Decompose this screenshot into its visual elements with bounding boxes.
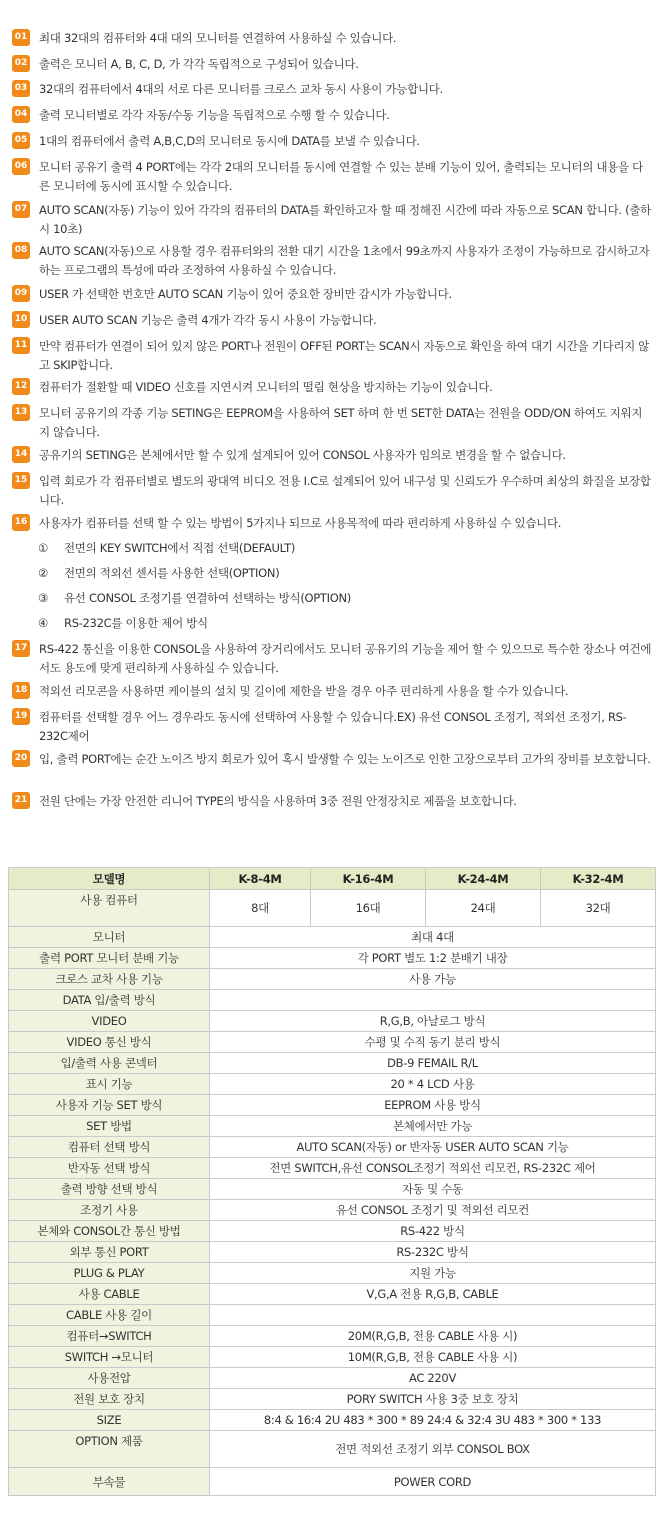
spec-value: 32대 bbox=[541, 890, 656, 927]
model-name: K-24-4M bbox=[426, 868, 541, 890]
spec-label: VIDEO bbox=[9, 1011, 210, 1032]
spec-value: 본체에서만 가능 bbox=[210, 1116, 656, 1137]
spec-header-row bbox=[9, 868, 656, 890]
spec-label: 표시 기능 bbox=[9, 1074, 210, 1095]
spec-row bbox=[9, 1095, 656, 1116]
spec-value: AC 220V bbox=[210, 1368, 656, 1389]
select-method-mark: ③ bbox=[38, 591, 49, 605]
spec-row bbox=[9, 1221, 656, 1242]
spec-row bbox=[9, 990, 656, 1011]
select-method-item bbox=[38, 564, 638, 582]
select-method-item bbox=[38, 589, 638, 607]
model-header-label: 모델명 bbox=[9, 868, 210, 890]
spec-value: DB-9 FEMAIL R/L bbox=[210, 1053, 656, 1074]
feature-number-badge: 12 bbox=[12, 378, 30, 395]
spec-label: 반자동 선택 방식 bbox=[9, 1158, 210, 1179]
feature-number-badge: 07 bbox=[12, 201, 30, 218]
spec-row bbox=[9, 1284, 656, 1305]
spec-label: PLUG & PLAY bbox=[9, 1263, 210, 1284]
spec-value: V,G,A 전용 R,G,B, CABLE bbox=[210, 1284, 656, 1305]
spec-value bbox=[210, 990, 656, 1011]
feature-number-badge: 04 bbox=[12, 106, 30, 123]
spec-value: R,G,B, 아날로그 방식 bbox=[210, 1011, 656, 1032]
spec-label: OPTION 제품 bbox=[9, 1431, 210, 1468]
spec-label: 조정기 사용 bbox=[9, 1200, 210, 1221]
feature-text: 적외선 리모콘을 사용하면 케이블의 설치 및 길이에 제한을 받을 경우 아주 편리하게 사용을 할 수가 있습니다. bbox=[39, 684, 569, 698]
feature-number-badge: 06 bbox=[12, 158, 30, 175]
spec-label: 사용 컴퓨터 bbox=[9, 890, 210, 927]
spec-value: RS-232C 방식 bbox=[210, 1242, 656, 1263]
spec-value: POWER CORD bbox=[210, 1468, 656, 1496]
spec-row bbox=[9, 1179, 656, 1200]
feature-number-badge: 17 bbox=[12, 640, 30, 657]
spec-value: 8대 bbox=[210, 890, 311, 927]
feature-text: 최대 32대의 컴퓨터와 4대 대의 모니터를 연결하여 사용하실 수 있습니다. bbox=[39, 31, 397, 45]
feature-number-badge: 21 bbox=[12, 792, 30, 809]
spec-row bbox=[9, 1468, 656, 1496]
feature-number-badge: 13 bbox=[12, 404, 30, 421]
spec-value: 지원 가능 bbox=[210, 1263, 656, 1284]
feature-number-badge: 14 bbox=[12, 446, 30, 463]
feature-text: 컴퓨터를 선택할 경우 어느 경우라도 동시에 선택하여 사용할 수 있습니다.EX) 유선 CONSOL 조정기, 적외선 조정기, RS-232C제어 bbox=[39, 710, 627, 743]
feature-text: RS-422 통신을 이용한 CONSOL을 사용하여 장거리에서도 모니터 공유기의 기능을 제어 할 수 있으므로 특수한 장소나 여건에서도 용도에 맞게 편리하게 사용하실 수 있습니다. bbox=[39, 642, 652, 675]
spec-row bbox=[9, 1263, 656, 1284]
feature-text: 입력 회로가 각 컴퓨터별로 별도의 광대역 비디오 전용 I.C로 설계되어 있어 내구성 및 신뢰도가 우수하며 최상의 화질을 보장합니다. bbox=[39, 474, 651, 507]
select-method-mark: ④ bbox=[38, 616, 49, 630]
spec-row bbox=[9, 1410, 656, 1431]
spec-label: 출력 PORT 모니터 분배 기능 bbox=[9, 948, 210, 969]
spec-label: DATA 입/출력 방식 bbox=[9, 990, 210, 1011]
spec-row bbox=[9, 1431, 656, 1468]
select-method-text: 유선 CONSOL 조정기를 연결하여 선택하는 방식(OPTION) bbox=[64, 591, 351, 605]
feature-number-badge: 02 bbox=[12, 55, 30, 72]
feature-number-badge: 09 bbox=[12, 285, 30, 302]
feature-number-badge: 08 bbox=[12, 242, 30, 259]
spec-row bbox=[9, 1116, 656, 1137]
spec-label: 모니터 bbox=[9, 927, 210, 948]
spec-value: 24대 bbox=[426, 890, 541, 927]
feature-text: 공유기의 SETING은 본체에서만 할 수 있게 설계되어 있어 CONSOL 사용자가 임의로 변경을 할 수 없습니다. bbox=[39, 448, 566, 462]
model-name: K-8-4M bbox=[210, 868, 311, 890]
spec-row bbox=[9, 1032, 656, 1053]
spec-table bbox=[8, 867, 656, 1496]
spec-row bbox=[9, 1074, 656, 1095]
spec-value: 사용 가능 bbox=[210, 969, 656, 990]
spec-value: 10M(R,G,B, 전용 CABLE 사용 시) bbox=[210, 1347, 656, 1368]
spec-value: 최대 4대 bbox=[210, 927, 656, 948]
select-method-mark: ② bbox=[38, 566, 49, 580]
feature-text: 입, 출력 PORT에는 순간 노이즈 방지 회로가 있어 혹시 발생할 수 있는 노이즈로 인한 고장으로부터 고가의 장비를 보호합니다. bbox=[39, 752, 651, 766]
spec-value: RS-422 방식 bbox=[210, 1221, 656, 1242]
spec-value: 자동 및 수동 bbox=[210, 1179, 656, 1200]
feature-number-badge: 16 bbox=[12, 514, 30, 531]
spec-value: 20M(R,G,B, 전용 CABLE 사용 시) bbox=[210, 1326, 656, 1347]
spec-row bbox=[9, 890, 656, 927]
spec-row bbox=[9, 1326, 656, 1347]
feature-text: 컴퓨터가 절환할 때 VIDEO 신호를 지연시켜 모니터의 떨림 현상을 방지하는 기능이 있습니다. bbox=[39, 380, 493, 394]
spec-label: 사용자 기능 SET 방식 bbox=[9, 1095, 210, 1116]
feature-number-badge: 05 bbox=[12, 132, 30, 149]
feature-number-badge: 11 bbox=[12, 337, 30, 354]
feature-number-badge: 18 bbox=[12, 682, 30, 699]
spec-value: 16대 bbox=[311, 890, 426, 927]
feature-text: 출력 모니터별로 각각 자동/수동 기능을 독립적으로 수행 할 수 있습니다. bbox=[39, 108, 390, 122]
feature-text: AUTO SCAN(자동) 기능이 있어 각각의 컴퓨터의 DATA를 확인하고자 할 때 정해진 시간에 따라 자동으로 SCAN 합니다. (출하 시 10초) bbox=[39, 203, 651, 236]
feature-number-badge: 15 bbox=[12, 472, 30, 489]
spec-row bbox=[9, 1305, 656, 1326]
spec-row bbox=[9, 969, 656, 990]
spec-value bbox=[210, 1305, 656, 1326]
feature-number-badge: 19 bbox=[12, 708, 30, 725]
spec-value: AUTO SCAN(자동) or 반자동 USER AUTO SCAN 기능 bbox=[210, 1137, 656, 1158]
select-method-text: 전면의 적외선 센서를 사용한 선택(OPTION) bbox=[64, 566, 280, 580]
spec-label: 사용 CABLE bbox=[9, 1284, 210, 1305]
feature-text: 모니터 공유기의 각종 기능 SETING은 EEPROM을 사용하여 SET 하며 한 번 SET한 DATA는 전원을 ODD/ON 하여도 지워지지 않습니다. bbox=[39, 406, 643, 439]
spec-label: 부속물 bbox=[9, 1468, 210, 1496]
spec-label: SIZE bbox=[9, 1410, 210, 1431]
feature-text: AUTO SCAN(자동)으로 사용할 경우 컴퓨터와의 전환 대기 시간을 1초에서 99초까지 사용자가 조정이 가능하므로 감시하고자 하는 프로그램의 특성에 따라 조정하여 사용하실 수 있습니다. bbox=[39, 244, 650, 277]
spec-label: 컴퓨터→SWITCH bbox=[9, 1326, 210, 1347]
spec-value: PORY SWITCH 사용 3중 보호 장치 bbox=[210, 1389, 656, 1410]
select-method-text: 전면의 KEY SWITCH에서 직접 선택(DEFAULT) bbox=[64, 541, 296, 555]
spec-label: 전원 보호 장치 bbox=[9, 1389, 210, 1410]
feature-number-badge: 01 bbox=[12, 29, 30, 46]
spec-row bbox=[9, 1053, 656, 1074]
spec-value: EEPROM 사용 방식 bbox=[210, 1095, 656, 1116]
feature-text: 사용자가 컴퓨터를 선택 할 수 있는 방법이 5가지나 되므로 사용목적에 따라 편리하게 사용하실 수 있습니다. bbox=[39, 516, 562, 530]
spec-label: 입/출력 사용 콘넥터 bbox=[9, 1053, 210, 1074]
spec-row bbox=[9, 1158, 656, 1179]
spec-label: 컴퓨터 선택 방식 bbox=[9, 1137, 210, 1158]
spec-label: SET 방법 bbox=[9, 1116, 210, 1137]
feature-number-badge: 10 bbox=[12, 311, 30, 328]
select-method-mark: ① bbox=[38, 541, 49, 555]
feature-text: 전원 단에는 가장 안전한 리니어 TYPE의 방식을 사용하며 3중 전원 안정장치로 제품을 보호합니다. bbox=[39, 794, 517, 808]
spec-value: 8:4 & 16:4 2U 483 * 300 * 89 24:4 & 32:4 3U 483 * 300 * 133 bbox=[210, 1410, 656, 1431]
spec-row bbox=[9, 927, 656, 948]
feature-number-badge: 03 bbox=[12, 80, 30, 97]
spec-label: 본체와 CONSOL간 통신 방법 bbox=[9, 1221, 210, 1242]
spec-label: 출력 방향 선택 방식 bbox=[9, 1179, 210, 1200]
spec-label: 크로스 교차 사용 기능 bbox=[9, 969, 210, 990]
model-name: K-16-4M bbox=[311, 868, 426, 890]
feature-number-badge: 20 bbox=[12, 750, 30, 767]
spec-label: CABLE 사용 길이 bbox=[9, 1305, 210, 1326]
spec-value: 각 PORT 별도 1:2 분배기 내장 bbox=[210, 948, 656, 969]
model-name: K-32-4M bbox=[541, 868, 656, 890]
spec-label: VIDEO 통신 방식 bbox=[9, 1032, 210, 1053]
spec-value: 전면 적외선 조정기 외부 CONSOL BOX bbox=[210, 1431, 656, 1468]
feature-text: 32대의 컴퓨터에서 4대의 서로 다른 모니터를 크로스 교차 동시 사용이 가능합니다. bbox=[39, 82, 443, 96]
spec-row bbox=[9, 948, 656, 969]
spec-row bbox=[9, 1242, 656, 1263]
spec-value: 20 * 4 LCD 사용 bbox=[210, 1074, 656, 1095]
spec-row bbox=[9, 1389, 656, 1410]
spec-value: 전면 SWITCH,유선 CONSOL조정기 적외선 리모컨, RS-232C 제어 bbox=[210, 1158, 656, 1179]
feature-text: 출력은 모니터 A, B, C, D, 가 각각 독립적으로 구성되어 있습니다. bbox=[39, 57, 359, 71]
spec-row bbox=[9, 1347, 656, 1368]
feature-text: 만약 컴퓨터가 연결이 되어 있지 않은 PORT나 전원이 OFF된 PORT는 SCAN시 자동으로 확인을 하여 대기 시간을 기다리지 않고 SKIP합니다. bbox=[39, 339, 650, 372]
spec-row bbox=[9, 1368, 656, 1389]
select-method-text: RS-232C를 이용한 제어 방식 bbox=[64, 616, 208, 630]
spec-label: SWITCH →모니터 bbox=[9, 1347, 210, 1368]
feature-text: USER 가 선택한 번호만 AUTO SCAN 기능이 있어 중요한 장비만 감시가 가능합니다. bbox=[39, 287, 452, 301]
spec-label: 외부 통신 PORT bbox=[9, 1242, 210, 1263]
select-method-item bbox=[38, 614, 638, 632]
feature-text: 모니터 공유기 출력 4 PORT에는 각각 2대의 모니터를 동시에 연결할 수 있는 분배 기능이 있어, 출력되는 모니터의 내용을 다른 모니터에 동시에 표시할 수 있습니다. bbox=[39, 160, 643, 193]
spec-label: 사용전압 bbox=[9, 1368, 210, 1389]
select-method-item bbox=[38, 539, 638, 557]
spec-row bbox=[9, 1137, 656, 1158]
spec-row bbox=[9, 1200, 656, 1221]
feature-text: USER AUTO SCAN 기능은 출력 4개가 각각 동시 사용이 가능합니다. bbox=[39, 313, 377, 327]
feature-text: 1대의 컴퓨터에서 출력 A,B,C,D의 모니터로 동시에 DATA를 보낼 수 있습니다. bbox=[39, 134, 420, 148]
spec-value: 수평 및 수직 동기 분리 방식 bbox=[210, 1032, 656, 1053]
spec-row bbox=[9, 1011, 656, 1032]
spec-value: 유선 CONSOL 조정기 및 적외선 리모컨 bbox=[210, 1200, 656, 1221]
